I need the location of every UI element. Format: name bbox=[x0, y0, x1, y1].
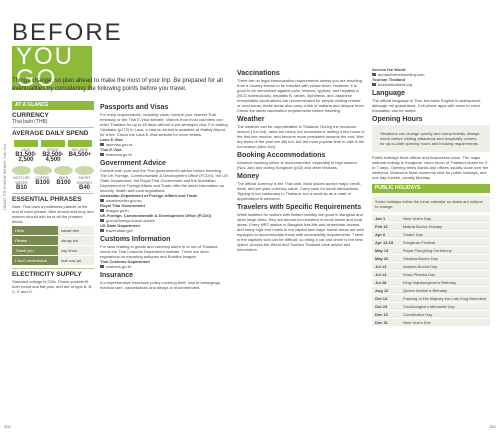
holiday-name: Asanha Bucha Day bbox=[400, 263, 490, 271]
table-row bbox=[372, 311, 490, 319]
column-3 bbox=[237, 67, 365, 252]
passports-text: For entry requirements, including visas, consult your nearest Thai embassy or the Thai E-Visa website. Visitors from most countries can enter Thailand for up to 45 days without a pre-arranged visa. For visiting Vientiane (p272) in Laos, a visa on Arrival is available at Wattay Airport for a fee. Check the Laos E-Visa website for more details. bbox=[100, 112, 228, 137]
spend-cap: SPEND bbox=[46, 148, 60, 152]
page-number-left: 300 bbox=[4, 424, 11, 429]
gov-title: Government Advice bbox=[100, 160, 166, 167]
table-row bbox=[372, 215, 490, 223]
vaccinations-title: Vaccinations bbox=[237, 70, 280, 77]
currency-label: CURRENCY bbox=[12, 112, 49, 119]
booking-text: Advance booking online is recommended, especially in high season (Nov-Jan) and during Songkran (p42) and other festivals. bbox=[237, 160, 357, 170]
divider bbox=[12, 127, 94, 128]
phrase-en: I don't understand bbox=[12, 256, 58, 266]
holiday-name: Chakri Day bbox=[400, 231, 490, 239]
electricity-label: ELECTRICITY SUPPLY bbox=[12, 271, 82, 278]
column-2 bbox=[100, 101, 228, 290]
electricity-text: Standard voltage is 220v. Power sockets fit both round and flat pins, and are of type A, B, C, E and O. bbox=[12, 279, 93, 294]
phrase-th: mai cow jai bbox=[58, 256, 94, 266]
coffee-icon bbox=[33, 166, 52, 175]
table-row bbox=[372, 239, 490, 247]
page-number-right: 301 bbox=[489, 424, 496, 429]
wallet-icon bbox=[14, 140, 38, 147]
item-beer bbox=[54, 166, 73, 191]
holiday-name: New Year's Eve bbox=[400, 319, 490, 327]
cost-items bbox=[12, 166, 94, 191]
link-text[interactable]: travel.state.gov bbox=[106, 228, 134, 233]
holiday-name: Constitution Day bbox=[400, 311, 490, 319]
table-row bbox=[372, 279, 490, 287]
phrase-en: Hello bbox=[12, 226, 58, 236]
currency-value: Thai baht (THB) bbox=[12, 119, 48, 125]
holiday-name: Khao Phansa Day bbox=[400, 271, 490, 279]
web-icon bbox=[100, 265, 104, 268]
customs-title: Customs Information bbox=[100, 236, 171, 243]
link-label: UK Foreign, Commonwealth & Development Office (FCDO) bbox=[100, 213, 212, 218]
travelers-title: Travelers with Specific Requirements bbox=[237, 204, 362, 211]
gov-text: Consult both your and the Thai government's advice before traveling. The UK Foreign, Commonwealth & Development Office (FCDO), the US State Department, the Royal Thai Government and the Australian Department of Foreign Affairs and Trade offer the latest information on security, health and local regulations. bbox=[100, 168, 228, 193]
public-holidays-text: Public holidays Most offices and businesses close. The major national holiday is Songkran, when much of Thailand closes for 3 to 7 days. Opening times Banks and offices usually close over the weekend. Museums Most museums shut for public holidays, and one day a week, usually Monday. bbox=[372, 155, 489, 180]
at-a-glance-panel bbox=[12, 101, 94, 294]
holiday-date: Oct 23 bbox=[372, 303, 400, 311]
holiday-name: Visakha Bucha Day bbox=[400, 255, 490, 263]
table-row bbox=[372, 271, 490, 279]
holiday-name: Songkran Festival bbox=[400, 239, 490, 247]
table-row bbox=[12, 236, 94, 246]
table-row bbox=[12, 246, 94, 256]
table-row bbox=[372, 263, 490, 271]
table-row bbox=[372, 295, 490, 303]
wallet-icon bbox=[41, 140, 65, 147]
insurance-text: A comprehensive insurance policy covering theft, loss of belongings, medical care, cancellations and delays is recommended. bbox=[100, 280, 221, 290]
intro-text: Things change, so plan ahead to make the most of your trip. Be prepared for all eventualities by considering the following points before you travel. bbox=[12, 78, 223, 92]
phrase-th: sawat dee bbox=[58, 226, 94, 236]
web-icon bbox=[100, 209, 104, 212]
phrases-table bbox=[12, 226, 94, 266]
divider bbox=[12, 193, 94, 194]
web-icon bbox=[372, 73, 376, 76]
item-coffee bbox=[33, 166, 52, 191]
table-row bbox=[372, 303, 490, 311]
spend-label: AVERAGE DAILY SPEND bbox=[12, 130, 89, 137]
side-tab-label: HEAD TO KNOW Before You Go bbox=[2, 143, 7, 210]
holiday-date: Jan 1 bbox=[372, 215, 400, 223]
item-journey bbox=[75, 166, 94, 191]
item-cap: BEER bbox=[58, 176, 69, 180]
link-text[interactable]: customs.go.th bbox=[106, 264, 131, 269]
beer-icon bbox=[54, 166, 73, 175]
link-text[interactable]: thaigov.go.th bbox=[106, 208, 129, 213]
vaccinations-text: There are no legal immunization requirements unless you are traveling from a country known to be infected with yellow fever. However, it is good to be immunized against polio, tetanus, typhoid, and hepatitis A (BCG tuberculosis), hepatitis B, rabies, diphtheria, and Japanese encephalitis vaccinations are recommended for people visiting remote or rural areas; these areas also carry a risk of malaria and dengue fever. Check the latest vaccination requirements before traveling. bbox=[237, 78, 365, 113]
travelers-text: While facilities for visitors with limited mobility are good in Bangkok and other large cities, they are almost non-existent in small towns and rural areas. Every MRT station in Bangkok has lifts and wheelchair access, and many high-end hotels in the capital and major tourist areas are well equipped to accommodate those with accessibility requirements. Travel in the capital's sois can be difficult, so hiring a car and driver is the best option. Access the World and Tourism Thailand have advice and information. bbox=[237, 212, 364, 252]
web-icon bbox=[100, 143, 104, 146]
link-label: Thai Customs Department bbox=[100, 259, 150, 264]
link-label: Thai E-Visa bbox=[100, 147, 122, 152]
holiday-date: Oct 13 bbox=[372, 295, 400, 303]
link-label: Tourism Thailand bbox=[372, 77, 406, 82]
holiday-date: Jul 13 bbox=[372, 263, 400, 271]
link-text[interactable]: tourismthailand.org bbox=[378, 82, 413, 87]
phrase-en: Thank you bbox=[12, 246, 58, 256]
spend-amount: B2,500-4,500 bbox=[42, 152, 64, 163]
link-label: Laos E-Visa bbox=[100, 137, 123, 142]
holiday-name: Chulalongkorn Memorial Day bbox=[400, 303, 490, 311]
phrase-th: cop khun bbox=[58, 246, 94, 256]
link-text[interactable]: gov.uk/foreign-travel-advice bbox=[106, 218, 155, 223]
weather-title: Weather bbox=[237, 116, 265, 123]
column-4 bbox=[372, 67, 490, 327]
table-row bbox=[372, 287, 490, 295]
holiday-date: Dec 10 bbox=[372, 311, 400, 319]
money-text: The official currency is the Thai baht. Most places accept major credit, debit, and pre-paid currency cards. Carry cash for small transactions. Tipping is not customary in Thailand, but a small tip as a mark of appreciation is welcome. bbox=[237, 181, 361, 201]
holiday-name: Queen Mother's Birthday bbox=[400, 287, 490, 295]
water-bottle-icon bbox=[12, 166, 31, 175]
holiday-name: Passing of His Majesty the Late King Bhumibol bbox=[400, 295, 490, 303]
item-cap: COFFEE bbox=[35, 176, 50, 180]
link-text[interactable]: laoevisa.gov.la bbox=[106, 142, 133, 147]
link-url[interactable] bbox=[100, 264, 228, 269]
at-a-glance-header: AT A GLANCE bbox=[12, 101, 94, 110]
spend-spend bbox=[41, 140, 65, 163]
link-label: US State Department bbox=[100, 223, 140, 228]
holiday-date: Apr 6 bbox=[372, 231, 400, 239]
wallet-icon bbox=[68, 140, 92, 147]
table-row bbox=[12, 256, 94, 266]
divider bbox=[12, 268, 94, 269]
table-row bbox=[12, 226, 94, 236]
item-cap: BOTTLED WATER bbox=[13, 176, 30, 185]
passports-title: Passports and Visas bbox=[100, 104, 169, 111]
phrases-label: ESSENTIAL PHRASES bbox=[12, 196, 82, 203]
customs-text: For laws relating to goods and currency taken in or out of Thailand, check the Thai Customs Department website. There are strict regulations on exporting antiques and Buddha images. bbox=[100, 244, 219, 259]
opening-title: Opening Hours bbox=[372, 116, 423, 123]
holiday-date: Aug 12 bbox=[372, 287, 400, 295]
web-icon bbox=[372, 83, 376, 86]
spend-save bbox=[14, 140, 38, 163]
language-title: Language bbox=[372, 90, 406, 97]
spend-amount: B4,500+ bbox=[68, 152, 92, 158]
holidays-note: Some holidays follow the lunar calendar so dates are subject to change. bbox=[372, 196, 490, 212]
item-cap: SHORT JOURNEY bbox=[76, 176, 93, 185]
phrase-en: Please bbox=[12, 236, 58, 246]
spend-icons bbox=[12, 138, 94, 163]
table-row bbox=[372, 231, 490, 239]
web-icon bbox=[100, 153, 104, 156]
table-row bbox=[372, 247, 490, 255]
item-amount: B40 bbox=[78, 185, 90, 191]
opening-notice: Situations can change quickly and unexpectedly. Always check before visiting attractions and hospitality venues for up-to-date opening hours and booking requirements. bbox=[372, 125, 490, 152]
link-text[interactable]: thaievisa.go.th bbox=[106, 152, 132, 157]
item-amount: B100 bbox=[35, 180, 50, 186]
booking-title: Booking Accommodations bbox=[237, 152, 326, 159]
link-text[interactable]: abroadforthetraveling.com bbox=[378, 72, 425, 77]
web-icon bbox=[100, 199, 104, 202]
holiday-date: Dec 31 bbox=[372, 319, 400, 327]
spend-cap: SPLURGE bbox=[71, 148, 89, 152]
holiday-date: Jul 28 bbox=[372, 279, 400, 287]
table-row bbox=[372, 223, 490, 231]
link-label: Royal Thai Government bbox=[100, 203, 145, 208]
holidays-table bbox=[372, 215, 490, 327]
item-amount: B10 bbox=[15, 185, 27, 191]
insurance-title: Insurance bbox=[100, 272, 134, 279]
money-title: Money bbox=[237, 173, 260, 180]
link-url[interactable] bbox=[372, 82, 490, 87]
web-icon bbox=[100, 219, 104, 222]
holiday-name: New Year's Day bbox=[400, 215, 490, 223]
holiday-date: Apr 13-15 bbox=[372, 239, 400, 247]
link-text[interactable]: smartraveller.gov.au bbox=[106, 198, 142, 203]
car-icon bbox=[75, 166, 94, 175]
holiday-date: May 13 bbox=[372, 247, 400, 255]
link-label: Australian Department of Foreign Affairs and Trade bbox=[100, 193, 198, 198]
web-icon bbox=[100, 229, 104, 232]
holiday-date: Jul 14 bbox=[372, 271, 400, 279]
phrase-th: chuay noi bbox=[58, 236, 94, 246]
spend-cap: SAVE bbox=[21, 148, 31, 152]
weather-text: The weather can be unpredictable in Thailand. During the monsoon season (Jul-Oct), rains are heavy but inconsistent, lasting a few hours in the first few months, and become more persistent towards the end. Wet, dry times of the year are still hot, but the most popular time to visit is the hot season (Mar-Jun). bbox=[237, 124, 365, 149]
table-row bbox=[372, 319, 490, 327]
holiday-name: Royal Ploughing Ceremony bbox=[400, 247, 490, 255]
side-tab bbox=[2, 70, 10, 210]
phrases-note: Note: Thai uses a politeness particle at the end of each phrase. Men should add krup and women should add ka to all the phrases below. bbox=[12, 204, 94, 224]
title-line1: BEFORE bbox=[12, 19, 123, 46]
spend-amount: B1,500-2,500 bbox=[15, 152, 37, 163]
holiday-name: King Vajiralongkorn's Birthday bbox=[400, 279, 490, 287]
item-amount: B100 bbox=[56, 180, 71, 186]
holiday-date: May 22 bbox=[372, 255, 400, 263]
title-line2: YOU GO bbox=[12, 46, 92, 90]
holiday-date: Feb 16 bbox=[372, 223, 400, 231]
link-label: Access the World bbox=[372, 67, 406, 72]
table-row bbox=[372, 255, 490, 263]
language-text: The official language is Thai, but basic English is widespread, although not guaranteed. Cell phone apps with voice to voice translation can be useful. bbox=[372, 98, 481, 113]
holiday-name: Makha Bucha Holiday bbox=[400, 223, 490, 231]
link-url[interactable] bbox=[100, 228, 228, 233]
item-water bbox=[12, 166, 31, 191]
spend-splurge bbox=[68, 140, 92, 163]
link-url[interactable] bbox=[100, 152, 228, 157]
holidays-header: PUBLIC HOLIDAYS bbox=[372, 184, 490, 193]
